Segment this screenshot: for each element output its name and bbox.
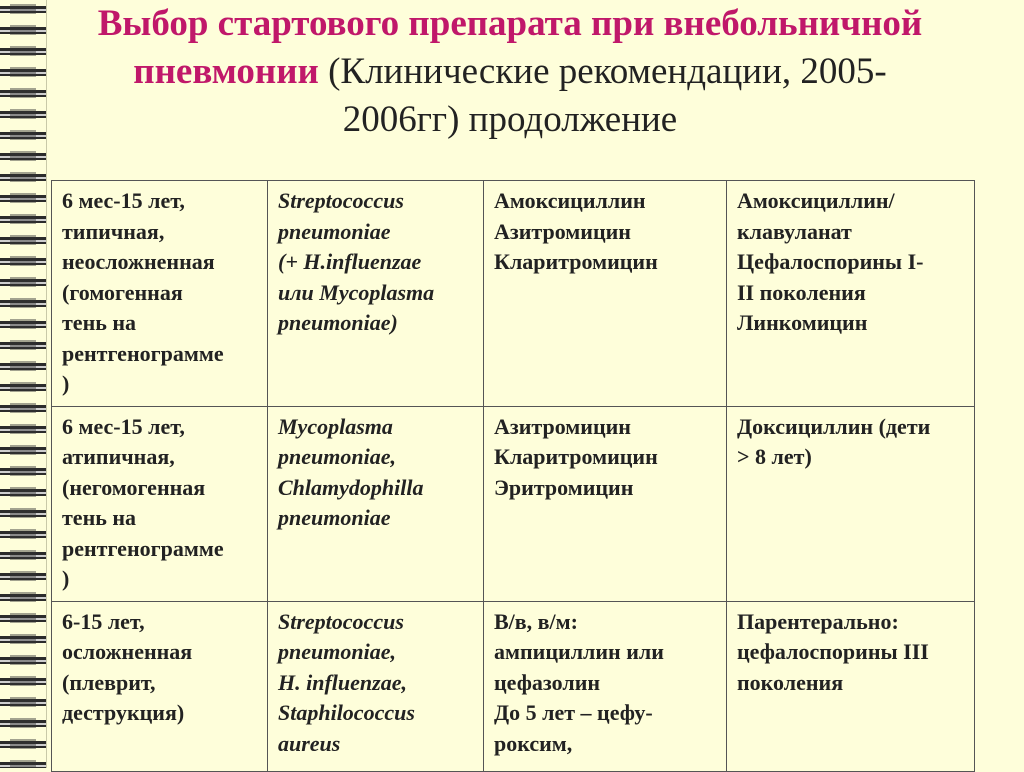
cell-line: 6 мес-15 лет, [62,188,185,213]
title-rest-line2: (Клинические рекомендации, 2005- [318,51,887,92]
cell-line: ) [62,566,70,591]
cell-line: H. influenzae, [278,669,407,695]
cell-line: Азитромицин [494,413,631,439]
cell-line: Амоксициллин [494,188,646,213]
cell-line: Streptococcus [278,608,404,634]
cell-line: До 5 лет – цефу- [494,700,653,725]
drug-selection-table [51,180,975,772]
page-edge [46,0,47,768]
cell-line: Парентерально: [737,608,899,634]
title-rest-line3: 2006гг) продолжение [342,99,678,140]
cell-line: Mycoplasma [278,413,393,439]
patient-group-cell [52,181,268,407]
cell-line: pneumoniae, [278,444,396,469]
cell-line: Streptococcus [278,188,404,213]
title-accent-line2: пневмонии [133,51,319,92]
table-row [52,406,975,601]
cell-line: (плеврит, [62,669,156,695]
cell-line: В/в, в/м: [494,608,578,634]
alternative-drug-cell [727,406,975,601]
cell-line: цефалоспорины III [737,639,929,664]
alternative-drug-cell [727,601,975,771]
alternative-drug-cell [727,181,975,407]
cell-line: Цефалоспорины I- [737,249,924,274]
cell-line: 6-15 лет, [62,608,145,634]
patient-group-cell [52,601,268,771]
first-line-drug-cell [484,601,727,771]
cell-line: рентгенограмме [62,340,224,366]
cell-line: 6 мес-15 лет, [62,413,185,439]
cell-line: Chlamydophilla [278,474,424,500]
cell-line: ампициллин или [494,639,664,664]
cell-line: Линкомицин [737,310,868,335]
cell-line: или Mycoplasma [278,279,435,305]
cell-line: Амоксициллин/ [737,188,895,213]
title-accent-line1: Выбор стартового препарата при внебольничной [97,3,923,44]
cell-line: рентгенограмме [62,535,224,561]
cell-line: Кларитромицин [494,249,658,274]
cell-line: Кларитромицин [494,444,658,469]
cell-line: цефазолин [494,669,601,695]
cell-line: тень на [62,505,137,530]
first-line-drug-cell [484,406,727,601]
cell-line: pneumoniae [278,505,391,530]
cell-line: поколения [737,669,844,695]
first-line-drug-cell [484,181,727,407]
cell-line: (гомогенная [62,279,183,305]
pathogen-cell [268,601,484,771]
cell-line: pneumoniae [278,218,391,244]
cell-line: pneumoniae, [278,639,396,664]
cell-line: aureus [278,730,341,756]
cell-line: pneumoniae) [278,310,398,335]
cell-line: тень на [62,310,137,335]
pathogen-cell [268,181,484,407]
cell-line: II поколения [737,279,866,305]
cell-line: Эритромицин [494,474,634,500]
cell-line: типичная, [62,218,165,244]
cell-line: Доксициллин (дети [737,413,931,439]
table-row [52,601,975,771]
cell-line: осложненная [62,639,193,664]
slide-title [60,0,960,144]
cell-line: деструкция) [62,700,185,725]
cell-line: (негомогенная [62,474,206,500]
spiral-binding [0,0,46,768]
cell-line: неосложненная [62,249,215,274]
cell-line: Азитромицин [494,218,631,244]
cell-line: ) [62,371,70,396]
table-row [52,181,975,407]
cell-line: > 8 лет) [737,444,812,469]
cell-line: роксим, [494,730,573,756]
cell-line: атипичная, [62,444,175,469]
cell-line: клавуланат [737,218,852,244]
cell-line: Staphilococcus [278,700,415,725]
patient-group-cell [52,406,268,601]
cell-line: (+ H.influenzae [278,249,422,274]
pathogen-cell [268,406,484,601]
